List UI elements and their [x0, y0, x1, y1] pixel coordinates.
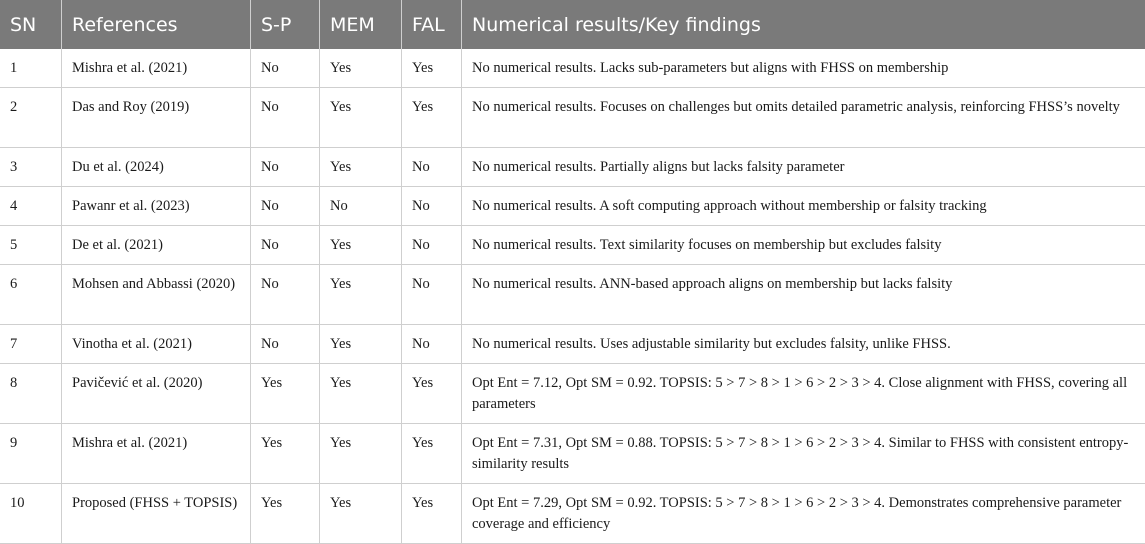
cell-findings: Opt Ent = 7.31, Opt SM = 0.88. TOPSIS: 5 > 7 > 8 > 1 > 6 > 2 > 3 > 4. Similar to FHSS with consistent entropy-similarity results — [462, 424, 1145, 484]
table-row — [0, 265, 1145, 325]
cell-mem: No — [320, 187, 402, 226]
cell-fal: Yes — [402, 88, 462, 148]
cell-sn: 10 — [0, 484, 62, 544]
cell-sp: No — [251, 49, 320, 88]
cell-sn: 5 — [0, 226, 62, 265]
cell-mem: Yes — [320, 424, 402, 484]
cell-fal: No — [402, 265, 462, 325]
header-row — [0, 0, 1145, 49]
table-row — [0, 187, 1145, 226]
cell-mem: Yes — [320, 226, 402, 265]
cell-fal: No — [402, 226, 462, 265]
cell-sp: No — [251, 148, 320, 187]
cell-sp: No — [251, 187, 320, 226]
cell-mem: Yes — [320, 325, 402, 364]
table-row — [0, 49, 1145, 88]
header-fal: FAL — [402, 0, 462, 49]
cell-sn: 6 — [0, 265, 62, 325]
cell-sp: Yes — [251, 484, 320, 544]
cell-fal: Yes — [402, 424, 462, 484]
cell-reference: Proposed (FHSS + TOPSIS) — [62, 484, 251, 544]
cell-reference: Mohsen and Abbassi (2020) — [62, 265, 251, 325]
cell-sp: No — [251, 265, 320, 325]
cell-fal: Yes — [402, 364, 462, 424]
cell-mem: Yes — [320, 88, 402, 148]
cell-mem: Yes — [320, 148, 402, 187]
table-row — [0, 226, 1145, 265]
cell-sp: Yes — [251, 364, 320, 424]
header-references: References — [62, 0, 251, 49]
cell-findings: No numerical results. Focuses on challenges but omits detailed parametric analysis, reinforcing FHSS’s novelty — [462, 88, 1145, 148]
cell-sp: No — [251, 325, 320, 364]
cell-findings: Opt Ent = 7.12, Opt SM = 0.92. TOPSIS: 5 > 7 > 8 > 1 > 6 > 2 > 3 > 4. Close alignment with FHSS, covering all parameters — [462, 364, 1145, 424]
cell-mem: Yes — [320, 265, 402, 325]
cell-sp: No — [251, 226, 320, 265]
header-sn: SN — [0, 0, 62, 49]
cell-findings: No numerical results. ANN-based approach aligns on membership but lacks falsity — [462, 265, 1145, 325]
cell-mem: Yes — [320, 49, 402, 88]
cell-fal: No — [402, 325, 462, 364]
table-row — [0, 424, 1145, 484]
cell-findings: No numerical results. Partially aligns but lacks falsity parameter — [462, 148, 1145, 187]
cell-reference: Pawanr et al. (2023) — [62, 187, 251, 226]
cell-findings: No numerical results. Lacks sub-parameters but aligns with FHSS on membership — [462, 49, 1145, 88]
cell-mem: Yes — [320, 484, 402, 544]
cell-sn: 2 — [0, 88, 62, 148]
cell-reference: Du et al. (2024) — [62, 148, 251, 187]
cell-fal: No — [402, 148, 462, 187]
header-sp: S-P — [251, 0, 320, 49]
cell-mem: Yes — [320, 364, 402, 424]
cell-sn: 1 — [0, 49, 62, 88]
cell-reference: Vinotha et al. (2021) — [62, 325, 251, 364]
table-row — [0, 88, 1145, 148]
cell-findings: Opt Ent = 7.29, Opt SM = 0.92. TOPSIS: 5 > 7 > 8 > 1 > 6 > 2 > 3 > 4. Demonstrates comprehensive parameter coverage and efficiency — [462, 484, 1145, 544]
cell-reference: Mishra et al. (2021) — [62, 424, 251, 484]
cell-sp: No — [251, 88, 320, 148]
cell-reference: Pavičević et al. (2020) — [62, 364, 251, 424]
cell-fal: Yes — [402, 49, 462, 88]
cell-sn: 3 — [0, 148, 62, 187]
cell-fal: No — [402, 187, 462, 226]
cell-fal: Yes — [402, 484, 462, 544]
table-row — [0, 325, 1145, 364]
header-findings: Numerical results/Key findings — [462, 0, 1145, 49]
header-mem: MEM — [320, 0, 402, 49]
cell-reference: Das and Roy (2019) — [62, 88, 251, 148]
cell-sn: 9 — [0, 424, 62, 484]
cell-sp: Yes — [251, 424, 320, 484]
cell-reference: Mishra et al. (2021) — [62, 49, 251, 88]
table-row — [0, 484, 1145, 544]
cell-findings: No numerical results. Text similarity focuses on membership but excludes falsity — [462, 226, 1145, 265]
cell-findings: No numerical results. A soft computing approach without membership or falsity tracking — [462, 187, 1145, 226]
cell-sn: 8 — [0, 364, 62, 424]
cell-findings: No numerical results. Uses adjustable similarity but excludes falsity, unlike FHSS. — [462, 325, 1145, 364]
cell-reference: De et al. (2021) — [62, 226, 251, 265]
table-row — [0, 364, 1145, 424]
cell-sn: 4 — [0, 187, 62, 226]
table-row — [0, 148, 1145, 187]
cell-sn: 7 — [0, 325, 62, 364]
